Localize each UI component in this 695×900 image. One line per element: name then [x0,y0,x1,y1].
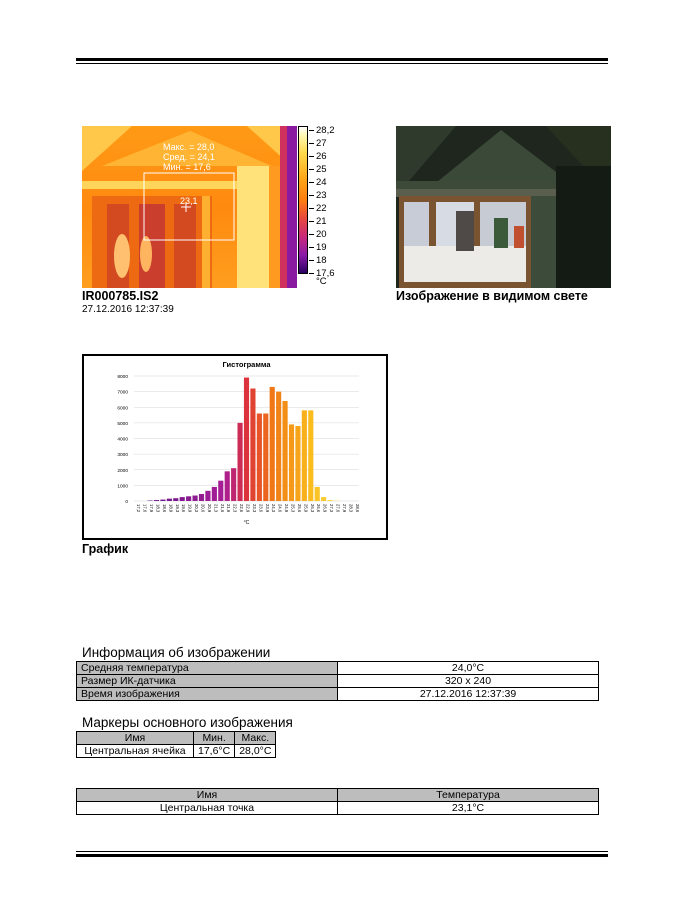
image-info-row [77,662,599,675]
histogram-bar [160,500,165,501]
visible-light-image [396,126,611,288]
y-tick-label: 3000 [117,453,128,459]
x-tick-label: 20,6 [200,504,206,513]
x-tick-label: 25,6 [296,504,302,513]
x-tick-label: 28,6 [354,504,360,513]
histogram-bar [180,497,185,501]
histogram-bar [199,494,204,501]
image-info-row [77,675,599,688]
thermal-avg-label: Сред. = 24,1 [163,152,215,162]
x-tick-label: 27,3 [329,504,335,513]
markers-heading: Маркеры основного изображения [82,715,293,730]
histogram-bar [257,414,262,502]
x-tick-label: 25,3 [290,504,296,513]
thermal-max-label: Макс. = 28,0 [163,142,215,152]
x-tick-label: 18,9 [168,504,174,513]
image-info-heading: Информация об изображении [82,645,271,660]
x-tick-label: 19,3 [174,504,180,513]
points-header-temp: Температура [338,789,599,802]
histogram-frame [82,354,388,540]
histogram-bar [283,401,288,501]
image-info-label: Время изображения [77,688,338,701]
histogram-bar [308,410,313,501]
chart-caption: График [82,542,129,556]
scale-tick-label: 24 [309,178,327,188]
markers-header-max: Макс. [235,732,276,745]
image-info-value: 24,0°C [338,662,599,675]
histogram-bar [205,491,210,501]
x-axis-label: °C [243,520,250,526]
histogram-bar [295,426,300,501]
histogram-bar [212,487,217,501]
histogram-bar [218,481,223,501]
histogram-chart [84,356,386,538]
x-tick-label: 22,3 [232,504,238,513]
x-tick-label: 24,3 [271,504,277,513]
scale-tick-label: 28,2 [309,126,335,136]
points-header-name: Имя [77,789,338,802]
histogram-bar [193,496,198,501]
image-info-value: 320 x 240 [338,675,599,688]
histogram-bar [244,378,249,501]
histogram-bar [225,471,230,501]
histogram-bar [263,414,268,502]
y-tick-label: 1000 [117,484,128,490]
x-tick-label: 28,3 [348,504,354,513]
image-info-row [77,688,599,701]
histogram-bar [173,498,178,501]
scale-tick-label: 22 [309,204,327,214]
scale-tick-label: 23 [309,191,327,201]
x-tick-label: 21,6 [219,504,225,513]
markers-header-min: Мин. [194,732,235,745]
x-tick-label: 23,9 [264,504,270,513]
histogram-bar [321,497,326,501]
top-rule-thick [76,58,608,61]
scale-tick-label: 21 [309,217,327,227]
histogram-bar [167,499,172,501]
histogram-bar [154,500,159,501]
scale-tick-label: 17,6 [309,269,335,279]
markers-header-name: Имя [77,732,194,745]
markers-row-name: Центральная ячейка [77,745,194,758]
x-tick-label: 21,3 [213,504,219,513]
scale-tick-label: 20 [309,230,327,240]
thermal-datetime: 27.12.2016 12:37:39 [82,304,174,315]
histogram-bar [328,500,333,501]
image-info-value: 27.12.2016 12:37:39 [338,688,599,701]
histogram-bar [231,468,236,501]
x-tick-label: 19,9 [187,504,193,513]
histogram-bar [289,424,294,501]
image-info-label: Размер ИК-датчика [77,675,338,688]
y-tick-label: 6000 [117,406,128,412]
y-tick-label: 0 [125,500,128,505]
x-tick-label: 23,6 [258,504,264,513]
x-tick-label: 22,9 [245,504,251,513]
scale-unit: °C [316,276,327,287]
x-tick-label: 27,6 [335,504,341,513]
x-tick-label: 20,3 [194,504,200,513]
scale-tick-label: 18 [309,256,327,266]
markers-table [76,731,276,758]
x-tick-label: 17,6 [142,504,148,513]
x-tick-label: 24,9 [284,504,290,513]
top-rule-thin [76,63,608,64]
histogram-bar [270,387,275,501]
x-tick-label: 25,9 [303,504,309,513]
x-tick-label: 17,9 [149,504,155,513]
y-tick-label: 8000 [117,375,128,380]
x-tick-label: 23,3 [251,504,257,513]
markers-row-min: 17,6°C [194,745,235,758]
thermal-filename: IR000785.IS2 [82,289,159,303]
x-tick-label: 19,6 [181,504,187,513]
histogram-bar [186,496,191,501]
x-tick-label: 24,6 [277,504,283,513]
bottom-rule-thick [76,854,608,857]
scale-tick-label: 26 [309,152,327,162]
histogram-bar [315,487,320,501]
x-tick-label: 22,6 [239,504,245,513]
scale-tick-label: 27 [309,139,327,149]
image-info-table [76,661,599,701]
x-tick-label: 27,9 [341,504,347,513]
x-tick-label: 26,6 [316,504,322,513]
thermal-min-label: Мин. = 17,6 [163,162,211,172]
markers-row-max: 28,0°C [235,745,276,758]
y-tick-label: 2000 [117,468,128,474]
histogram-title: Гистограмма [222,360,271,369]
histogram-bar [302,410,307,501]
temperature-scale-bar [298,126,308,274]
thermal-center-value: 23,1 [180,196,198,206]
image-info-label: Средняя температура [77,662,338,675]
x-tick-label: 18,3 [155,504,161,513]
scale-tick-label: 19 [309,243,327,253]
histogram-bar [250,389,255,502]
visible-image-caption: Изображение в видимом свете [396,289,588,303]
scale-tick-label: 25 [309,165,327,175]
x-tick-label: 17,2 [136,504,142,513]
bottom-rule-thin [76,851,608,852]
x-tick-label: 21,9 [226,504,232,513]
y-tick-label: 4000 [117,437,128,443]
y-tick-label: 7000 [117,390,128,396]
x-tick-label: 18,6 [161,504,167,513]
x-tick-label: 26,9 [322,504,328,513]
x-tick-label: 20,9 [206,504,212,513]
points-row-name: Центральная точка [77,802,338,815]
x-tick-label: 26,3 [309,504,315,513]
histogram-bar [238,423,243,501]
histogram-bar [276,392,281,501]
y-tick-label: 5000 [117,421,128,427]
points-table [76,788,599,815]
points-row-temp: 23,1°C [338,802,599,815]
